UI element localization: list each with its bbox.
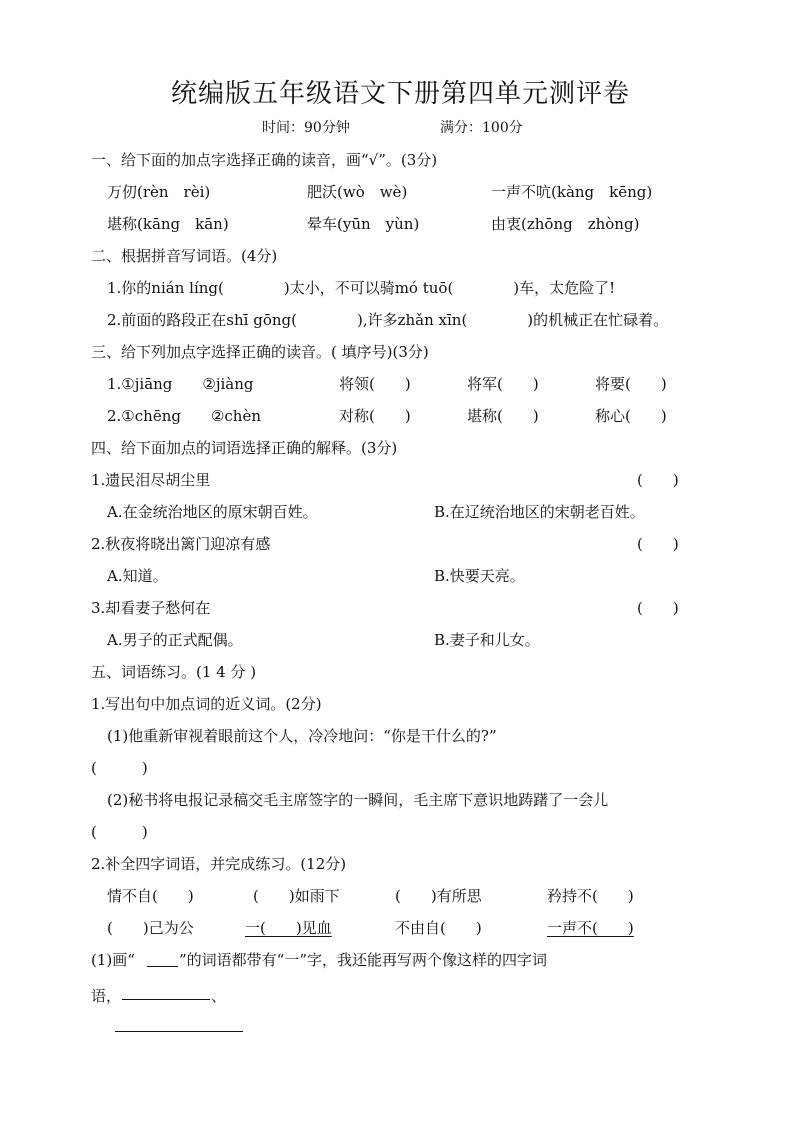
s5-q1-sentence-2: (2)秘书将电报记录稿交毛主席签字的一瞬间，毛主席下意识地踌躇了一会儿 bbox=[107, 791, 609, 809]
s4-q2-option-b: B.快要天亮。 bbox=[434, 567, 525, 585]
s4-q1-option-b: B.在辽统治地区的宋朝老百姓。 bbox=[434, 503, 645, 521]
s5-q2-sub1-sep: 、 bbox=[211, 987, 227, 1005]
s5-q2-sub1-cont: 语， bbox=[91, 987, 122, 1005]
s1-item-3: 一声不吭(kàng kēng) bbox=[491, 183, 653, 201]
s5-q2-sub1-text: ”的词语都带有“一”字，我还能再写两个像这样的四字词 bbox=[179, 951, 548, 969]
s5-idiom-4: 矜持不( ) bbox=[547, 887, 634, 905]
s4-q3-option-b: B.妻子和儿女。 bbox=[434, 631, 540, 649]
s3-row1-word-2: 将军( ) bbox=[467, 375, 539, 393]
s3-row2-options: 2.①chēng ②chèn bbox=[107, 407, 262, 425]
s5-question-2: 2.补全四字词语，并完成练习。(12分) bbox=[91, 855, 347, 873]
s3-row2-word-1: 对称( ) bbox=[339, 407, 411, 425]
s4-question-3: 3.却看妻子愁何在 bbox=[91, 599, 211, 617]
s3-row2-word-2: 堪称( ) bbox=[467, 407, 539, 425]
s3-row1-word-3: 将要( ) bbox=[595, 375, 667, 393]
s5-q2-sub1-start: (1)画“ bbox=[91, 951, 135, 969]
section-3-heading: 三、给下列加点字选择正确的读音。( 填序号)(3分) bbox=[91, 343, 429, 361]
page-title: 统编版五年级语文下册第四单元测评卷 bbox=[171, 79, 631, 109]
section-4-heading: 四、给下面加点的词语选择正确的解释。(3分) bbox=[91, 439, 398, 457]
s2-question-2: 2.前面的路段正在shī gōng( ),许多zhǎn xīn( )的机械正在忙碌着。 bbox=[107, 311, 669, 329]
s4-question-2: 2.秋夜将晓出篱门迎凉有感 bbox=[91, 535, 271, 553]
s5-q1-sentence-1: (1)他重新审视着眼前这个人，冷冷地问：“你是干什么的?” bbox=[107, 727, 497, 745]
s5-q1-answer-2: ( ) bbox=[91, 823, 148, 841]
section-1-heading: 一、给下面的加点字选择正确的读音，画“√”。(3分) bbox=[91, 151, 438, 169]
s4-q2-option-a: A.知道。 bbox=[107, 567, 168, 585]
s3-row2-word-3: 称心( ) bbox=[595, 407, 667, 425]
s5-idiom-3: ( )有所思 bbox=[395, 887, 482, 905]
s4-answer-bracket-2: ( ) bbox=[637, 535, 679, 553]
underline-sample bbox=[147, 966, 178, 967]
s4-q1-option-a: A.在金统治地区的原宋朝百姓。 bbox=[107, 503, 318, 521]
s5-idiom-2: ( )如雨下 bbox=[253, 887, 340, 905]
s5-idiom-8: 一声不( ) bbox=[547, 919, 634, 937]
s1-item-6: 由衷(zhōng zhòng) bbox=[491, 215, 640, 233]
answer-blank-2[interactable] bbox=[115, 1031, 243, 1032]
s4-question-1: 1.遗民泪尽胡尘里 bbox=[91, 471, 211, 489]
s1-item-5: 晕车(yūn yùn) bbox=[307, 215, 420, 233]
section-5-heading: 五、词语练习。(1 4 分 ) bbox=[91, 663, 257, 681]
s3-row1-word-1: 将领( ) bbox=[339, 375, 411, 393]
s1-item-4: 堪称(kāng kān) bbox=[107, 215, 229, 233]
s1-item-1: 万仞(rèn rèi) bbox=[107, 183, 211, 201]
exam-time: 时间：90分钟 bbox=[262, 120, 350, 136]
s4-q3-option-a: A.男子的正式配偶。 bbox=[107, 631, 243, 649]
s5-q1-answer-1: ( ) bbox=[91, 759, 148, 777]
s1-item-2: 肥沃(wò wè) bbox=[307, 183, 408, 201]
answer-blank-1[interactable] bbox=[122, 999, 210, 1000]
s4-answer-bracket-1: ( ) bbox=[637, 471, 679, 489]
s5-idiom-6: 一( )见血 bbox=[245, 919, 332, 937]
s5-idiom-1: 情不自( ) bbox=[107, 887, 194, 905]
s3-row1-options: 1.①jiāng ②jiàng bbox=[107, 375, 254, 393]
s2-question-1: 1.你的nián líng( )太小，不可以骑mó tuō( )车，太危险了! bbox=[107, 279, 616, 297]
section-2-heading: 二、根据拼音写词语。(4分) bbox=[91, 247, 278, 265]
s4-answer-bracket-3: ( ) bbox=[637, 599, 679, 617]
exam-full-score: 满分：100分 bbox=[440, 120, 523, 136]
s5-idiom-7: 不由自( ) bbox=[395, 919, 482, 937]
s5-idiom-5: ( )己为公 bbox=[107, 919, 194, 937]
s5-question-1: 1.写出句中加点词的近义词。(2分) bbox=[91, 695, 322, 713]
